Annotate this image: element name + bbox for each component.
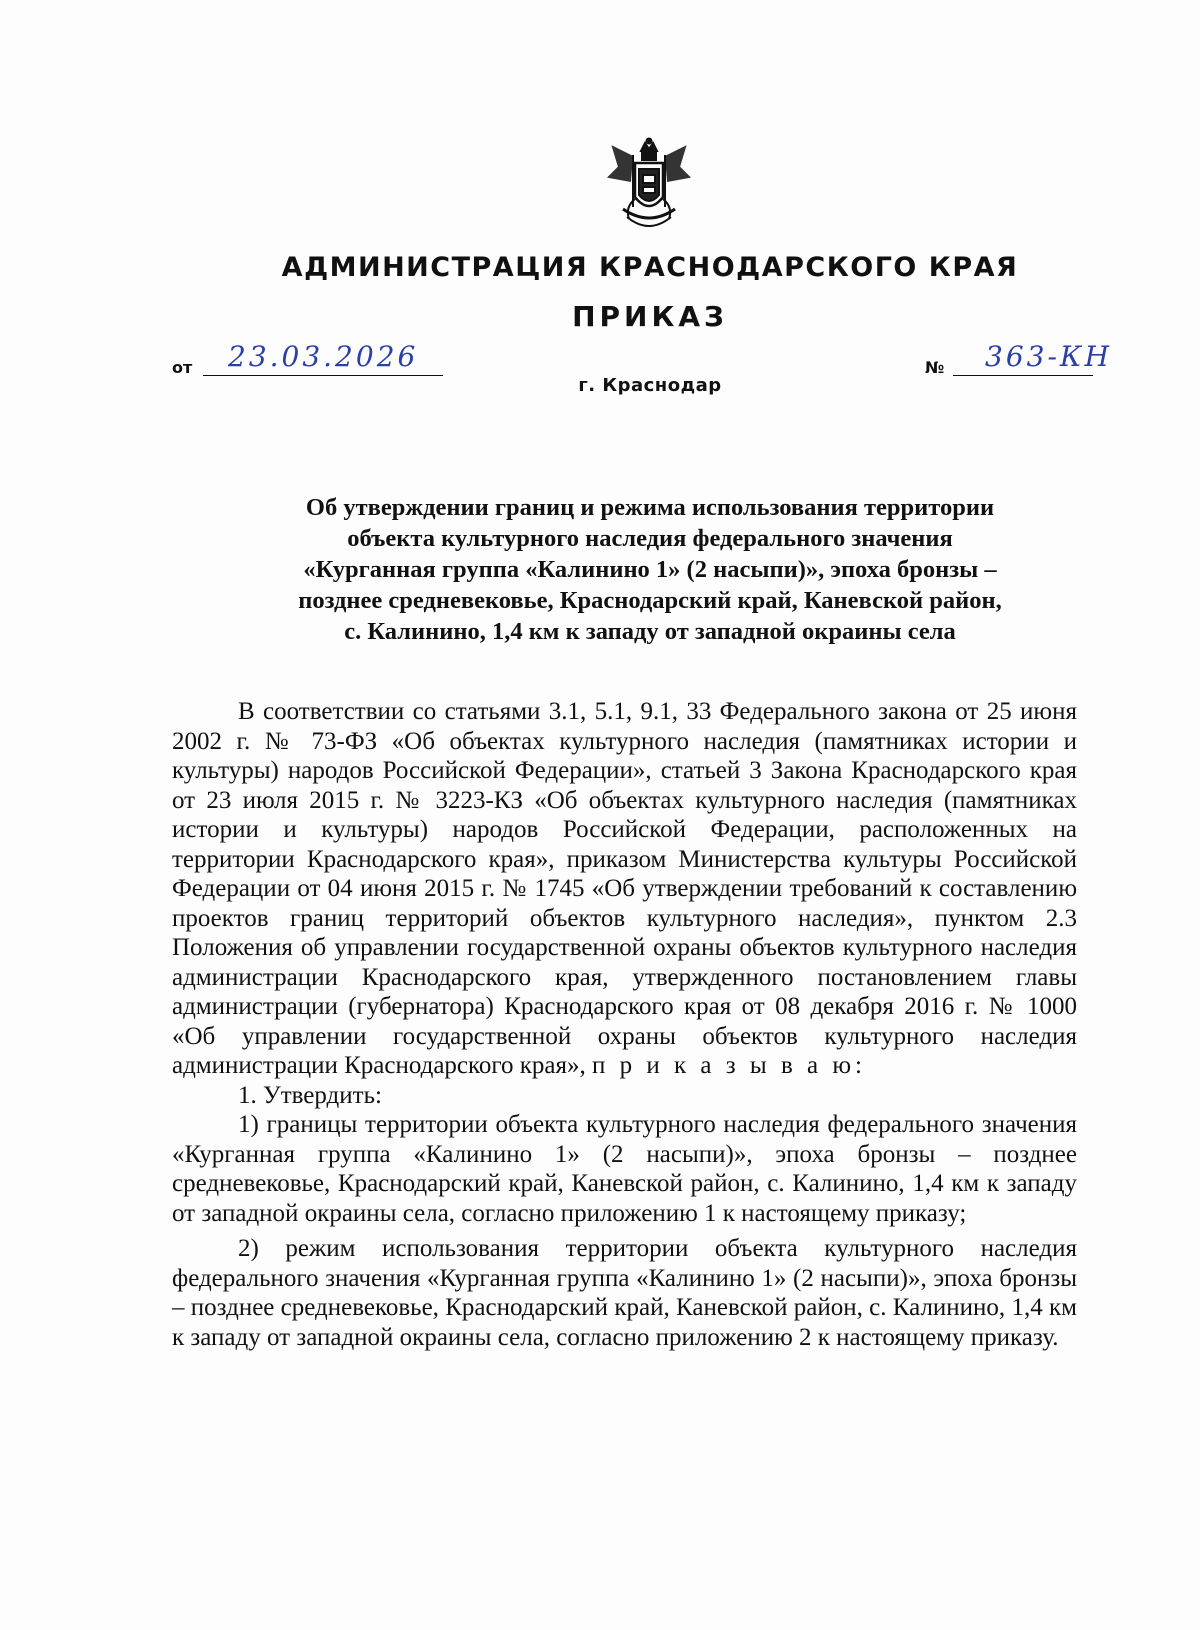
- item-1-2: 2) режим использования территории объекта культурного наследия федерального значения «Курганная группа «Калинино 1» (2 насыпи)», эпоха бронзы – позднее средневековье, Краснодарский край, Каневской район, с. Калинино, 1,4 км к западу от западной окраины села, согласно приложению 2 к настоящему приказу.: [172, 1235, 1077, 1351]
- title-line: «Курганная группа «Калинино 1» (2 насыпи)», эпоха бронзы –: [303, 556, 997, 583]
- city-name: г. Краснодар: [578, 375, 722, 396]
- document-title: [200, 492, 1100, 647]
- preamble-paragraph: [172, 697, 1077, 1081]
- title-line: с. Калинино, 1,4 км к западу от западной окраины села: [344, 618, 956, 645]
- item-1-1: 1) границы территории объекта культурного наследия федерального значения «Курганная группа «Калинино 1» (2 насыпи)», эпоха бронзы – позднее средневековье, Краснодарский край, Каневской район, с. Калинино, 1,4 км к западу от западной окраины села, согласно приложению 1 к настоящему приказу;: [172, 1111, 1077, 1227]
- coat-of-arms-icon: [605, 137, 693, 237]
- number-label: №: [925, 358, 945, 377]
- title-line: объекта культурного наследия федерального значения: [347, 525, 953, 552]
- number-value: 363-КН: [985, 340, 1112, 373]
- document-type: ПРИКАЗ: [572, 300, 728, 333]
- date-label: от: [172, 358, 193, 377]
- order-word: п р и к а з ы в а ю:: [592, 1052, 866, 1079]
- date-value: 23.03.2026: [228, 340, 419, 373]
- title-line: позднее средневековье, Краснодарский край, Каневской район,: [298, 587, 1002, 614]
- document-body: [172, 697, 1077, 1352]
- title-line: Об утверждении границ и режима использования территории: [305, 494, 995, 521]
- organization-name: АДМИНИСТРАЦИЯ КРАСНОДАРСКОГО КРАЯ: [281, 252, 1019, 283]
- preamble-text: В соответствии со статьями 3.1, 5.1, 9.1, 33 Федерального закона от 25 июня 2002 г. № 73-ФЗ «Об объектах культурного наследия (памятниках истории и культуры) народов Российской Федерации», статьей 3 Закона Краснодарского края от 23 июля 2015 г. № 3223-КЗ «Об объектах культурного наследия (памятниках истории и культуры) народов Российской Федерации, расположенных на территории Краснодарского края», приказом Министерства культуры Российской Федерации от 04 июня 2015 г. № 1745 «Об утверждении требований к составлению проектов границ территорий объектов культурного наследия», пунктом 2.3 Положения об управлении государственной охраны объектов культурного наследия администрации Краснодарского края, утвержденного постановлением главы администрации (губернатора) Краснодарского края от 08 декабря 2016 г. № 1000 «Об управлении государственной охраны объектов культурного наследия администрации Краснодарского края»,: [172, 698, 1077, 1079]
- item-1: 1. Утвердить:: [238, 1081, 382, 1109]
